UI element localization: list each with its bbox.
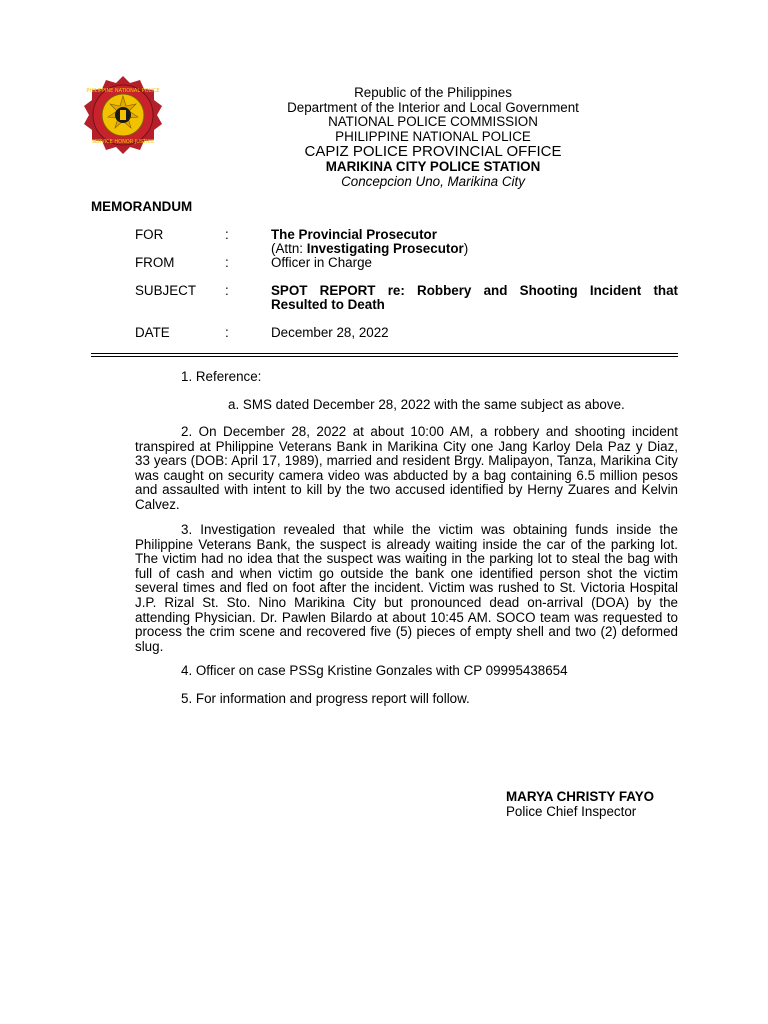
reference-item-a: a. SMS dated December 28, 2022 with the same subject as above. — [228, 397, 625, 412]
memo-attn-prefix: (Attn: — [271, 241, 307, 256]
paragraph-incident — [135, 425, 678, 513]
memo-attn-suffix: ) — [463, 241, 469, 256]
letterhead-napolcom: NATIONAL POLICE COMMISSION — [328, 114, 538, 130]
signatory-title: Police Chief Inspector — [506, 803, 637, 819]
memo-for-value: The Provincial Prosecutor — [271, 227, 437, 242]
memo-colon: : — [225, 255, 229, 270]
memo-title: MEMORANDUM — [91, 199, 193, 214]
memo-from-value: Officer in Charge — [271, 255, 372, 270]
letterhead-department: Department of the Interior and Local Government — [287, 99, 579, 115]
header-divider — [91, 353, 678, 354]
signature-block — [506, 790, 654, 819]
memo-colon: : — [225, 227, 229, 242]
letterhead-provincial-office: CAPIZ POLICE PROVINCIAL OFFICE — [304, 143, 562, 161]
memo-date-value: December 28, 2022 — [271, 325, 389, 340]
paragraph-officer: 4. Officer on case PSSg Kristine Gonzales with CP 09995438654 — [181, 663, 568, 678]
paragraph-incident-text: 2. On December 28, 2022 at about 10:00 AM, a robbery and shooting incident transpired at Philippine Veterans Bank in Marikina City one Jang Karloy Dela Paz y Diaz, 33 years (DOB: April 17, 1989), married and resident Brgy. Malipayon, Tanza, Marikina City was caught on security camera video was abducted by a bag containing 6.5 million pesos and assaulted with intent to kill by the two accused identified by Herny Zuares and Kelvin Calvez. — [135, 424, 678, 512]
letterhead-republic: Republic of the Philippines — [354, 85, 512, 100]
letterhead-station: MARIKINA CITY POLICE STATION — [325, 159, 541, 175]
letterhead — [208, 86, 658, 190]
paragraph-information: 5. For information and progress report will follow. — [181, 691, 470, 706]
letterhead-address: Concepcion Uno, Marikina City — [341, 173, 525, 189]
paragraph-investigation — [135, 523, 678, 654]
memo-for-label: FOR — [135, 227, 164, 242]
pnp-seal-icon — [82, 74, 164, 156]
memo-colon: : — [225, 283, 229, 298]
memo-colon: : — [225, 325, 229, 340]
reference-heading: 1. Reference: — [181, 369, 262, 384]
memo-for-value-block — [271, 228, 678, 256]
memo-from-label: FROM — [135, 255, 175, 270]
svg-text:SERVICE HONOR JUSTICE: SERVICE HONOR JUSTICE — [91, 139, 155, 145]
header-divider — [91, 356, 678, 357]
paragraph-investigation-text: 3. Investigation revealed that while the victim was obtaining funds inside the Philippine Veterans Bank, the suspect is already waiting inside the car of the parking lot. The victim had no idea that the suspect was waiting in the parking lot to steal the bag with full of cash and when victim go outside the bank one identified person shot the victim several times and fled on foot after the incident. Victim was rushed to St. Victoria Hospital J.P. Rizal St. Sto. Nino Marikina City but pronounced dead on-arrival (DOA) by the attending Physician. Dr. Pawlen Bilardo at about 10:45 AM. SOCO team was requested to process the crim scene and recovered five (5) pieces of empty shell and two (2) deformed slug. — [135, 522, 678, 654]
memo-subject-label: SUBJECT — [135, 283, 197, 298]
memo-subject-value: SPOT REPORT re: Robbery and Shooting Incident that Resulted to Death — [271, 283, 678, 312]
memo-attn-value: Investigating Prosecutor — [306, 241, 464, 256]
memo-date-label: DATE — [135, 325, 170, 340]
letterhead-pnp: PHILIPPINE NATIONAL POLICE — [335, 128, 531, 144]
svg-text:PHILIPPINE NATIONAL POLICE: PHILIPPINE NATIONAL POLICE — [86, 88, 160, 94]
signatory-name: MARYA CHRISTY FAYO — [506, 789, 655, 804]
